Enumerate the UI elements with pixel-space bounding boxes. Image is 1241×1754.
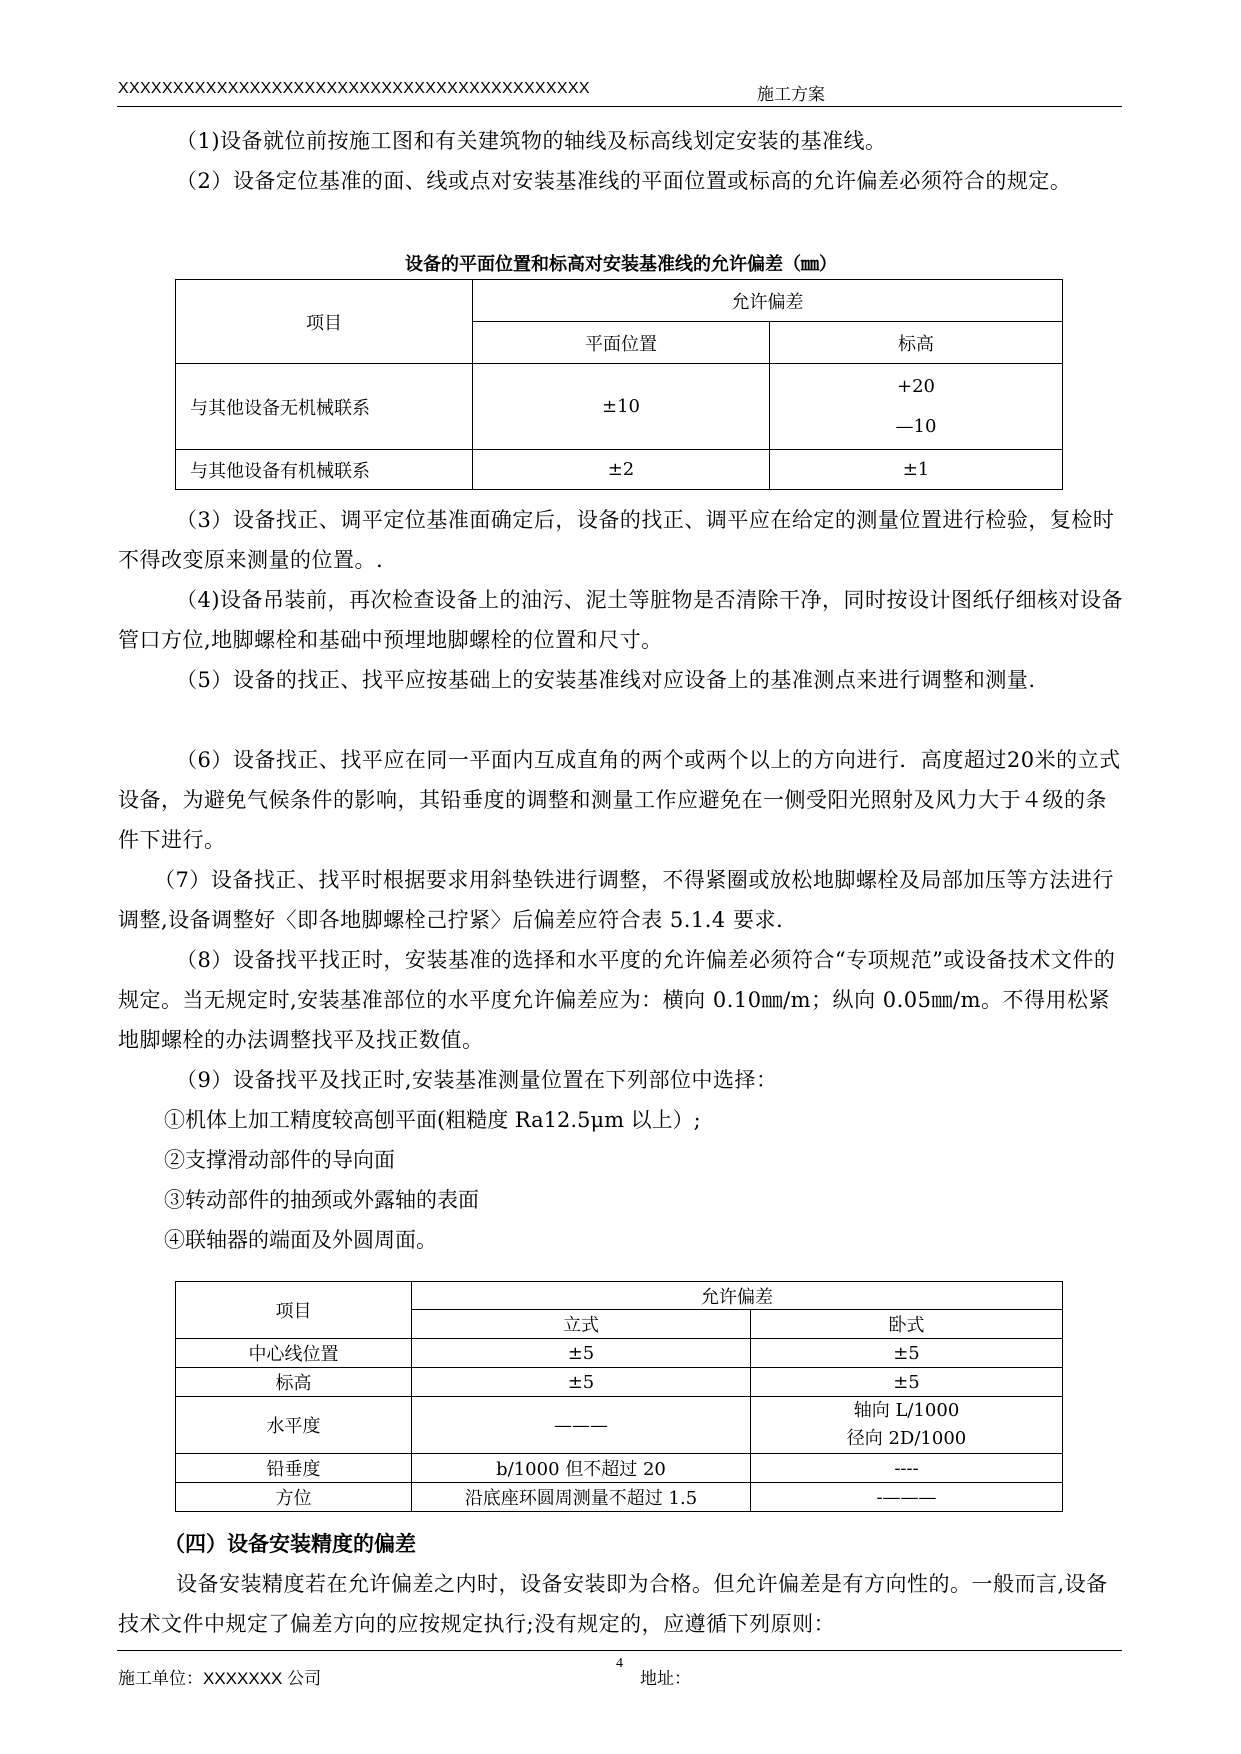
section-heading-4: （四）设备安装精度的偏差 bbox=[164, 1532, 416, 1556]
list-item-1: ①机体上加工精度较高刨平面(粗糙度 Ra12.5μm 以上）; bbox=[164, 1108, 701, 1132]
table2-row5-horizontal: -——— bbox=[751, 1483, 1063, 1512]
table2-header-item: 项目 bbox=[176, 1282, 412, 1339]
table2-row5-label: 方位 bbox=[176, 1483, 412, 1512]
table1-row2-plane: ±2 bbox=[473, 450, 770, 490]
paragraph-6: （6）设备找正、找平应在同一平面内互成直角的两个或两个以上的方向进行．高度超过20米的立式设备，为避免气候条件的影响，其铅垂度的调整和测量工作应避免在一侧受阳光照射及风力大于４级的条件下进行。 bbox=[118, 748, 1121, 852]
header-title-placeholder: XXXXXXXXXXXXXXXXXXXXXXXXXXXXXXXXXXXXXXXXXXX bbox=[118, 80, 590, 97]
table2-row4-label: 铅垂度 bbox=[176, 1454, 412, 1483]
tolerance-table-installation bbox=[175, 1281, 1063, 1512]
table2-header-vertical: 立式 bbox=[412, 1310, 751, 1339]
table1-row1-plane: ±10 bbox=[473, 364, 770, 450]
paragraph-9: （9）设备找平及找正时,安装基准测量位置在下列部位中选择： bbox=[176, 1068, 778, 1092]
table2-row2-horizontal: ±5 bbox=[751, 1368, 1063, 1397]
table2-header-allowance: 允许偏差 bbox=[412, 1282, 1063, 1310]
table2-row3-label: 水平度 bbox=[176, 1397, 412, 1454]
table2-row5-vertical: 沿底座环圆周测量不超过 1.5 bbox=[412, 1483, 751, 1512]
footer-company: 施工单位：XXXXXXX 公司 bbox=[118, 1669, 322, 1688]
table2-row3-horizontal bbox=[751, 1397, 1063, 1454]
header-doc-type: 施工方案 bbox=[757, 85, 825, 104]
tolerance-table-position-elevation bbox=[175, 279, 1063, 490]
paragraph-10: 设备安装精度若在允许偏差之内时，设备安装即为合格。但允许偏差是有方向性的。一般而言,设备技术文件中规定了偏差方向的应按规定执行;没有规定的，应遵循下列原则： bbox=[118, 1572, 1108, 1636]
table1-row2-elevation: ±1 bbox=[770, 450, 1063, 490]
table2-row4-vertical: b/1000 但不超过 20 bbox=[412, 1454, 751, 1483]
footer-address: 地址： bbox=[640, 1669, 691, 1688]
table1-header-item: 项目 bbox=[176, 280, 473, 364]
table2-row1-horizontal: ±5 bbox=[751, 1339, 1063, 1368]
header-divider bbox=[117, 106, 1122, 107]
list-item-4: ④联轴器的端面及外圆周面。 bbox=[164, 1228, 437, 1252]
table1-header-plane: 平面位置 bbox=[473, 322, 770, 364]
list-item-3: ③转动部件的抽颈或外露轴的表面 bbox=[164, 1188, 479, 1212]
paragraph-3: （3）设备找正、调平定位基准面确定后，设备的找正、调平应在给定的测量位置进行检验，复检时不得改变原来测量的位置。. bbox=[118, 508, 1115, 572]
table1-row1-elevation-lower: —10 bbox=[895, 415, 937, 437]
table2-row1-vertical: ±5 bbox=[412, 1339, 751, 1368]
table2-row1-label: 中心线位置 bbox=[176, 1339, 412, 1368]
paragraph-5: （5）设备的找正、找平应按基础上的安装基准线对应设备上的基准测点来进行调整和测量. bbox=[176, 668, 1036, 692]
table1-title: 设备的平面位置和标高对安装基准线的允许偏差（㎜） bbox=[405, 254, 837, 275]
table2-row3-horizontal-axial: 轴向 L/1000 bbox=[853, 1400, 960, 1421]
table2-row2-vertical: ±5 bbox=[412, 1368, 751, 1397]
table1-row1-elevation bbox=[770, 364, 1063, 450]
table1-header-elevation: 标高 bbox=[770, 322, 1063, 364]
footer-divider bbox=[117, 1650, 1122, 1651]
table2-row3-vertical: ——— bbox=[412, 1397, 751, 1454]
list-item-2: ②支撑滑动部件的导向面 bbox=[164, 1148, 395, 1172]
table2-row3-horizontal-radial: 径向 2D/1000 bbox=[846, 1428, 967, 1449]
table2-row4-horizontal: ---- bbox=[751, 1454, 1063, 1483]
paragraph-2: （2）设备定位基准的面、线或点对安装基准线的平面位置或标高的允许偏差必须符合的规定。 bbox=[176, 169, 1072, 193]
table1-header-allowance: 允许偏差 bbox=[473, 280, 1063, 322]
paragraph-7: （7）设备找正、找平时根据要求用斜垫铁进行调整，不得紧圈或放松地脚螺栓及局部加压等方法进行调整,设备调整好〈即各地脚螺栓己拧紧〉后偏差应符合表 5.1.4 要求. bbox=[118, 868, 1114, 932]
table1-row1-elevation-upper: +20 bbox=[897, 375, 935, 397]
paragraph-1: （1)设备就位前按施工图和有关建筑物的轴线及标高线划定安装的基准线。 bbox=[176, 129, 887, 153]
paragraph-8: （8）设备找平找正时，安装基准的选择和水平度的允许偏差必须符合“专项规范”或设备技术文件的规定。当无规定时,安装基准部位的水平度允许偏差应为：横向 0.10㎜/m；纵向 0.05㎜/m。不得用松紧地脚螺栓的办法调整找平及找正数值。 bbox=[118, 948, 1116, 1052]
paragraph-4: （4)设备吊装前，再次检查设备上的油污、泥土等脏物是否清除干净，同时按设计图纸仔细核对设备管口方位,地脚螺栓和基础中预埋地脚螺栓的位置和尺寸。 bbox=[118, 588, 1124, 652]
page-number: 4 bbox=[616, 1656, 623, 1671]
table1-row1-label: 与其他设备无机械联系 bbox=[176, 364, 473, 450]
table1-row2-label: 与其他设备有机械联系 bbox=[176, 450, 473, 490]
table2-header-horizontal: 卧式 bbox=[751, 1310, 1063, 1339]
table2-row2-label: 标高 bbox=[176, 1368, 412, 1397]
